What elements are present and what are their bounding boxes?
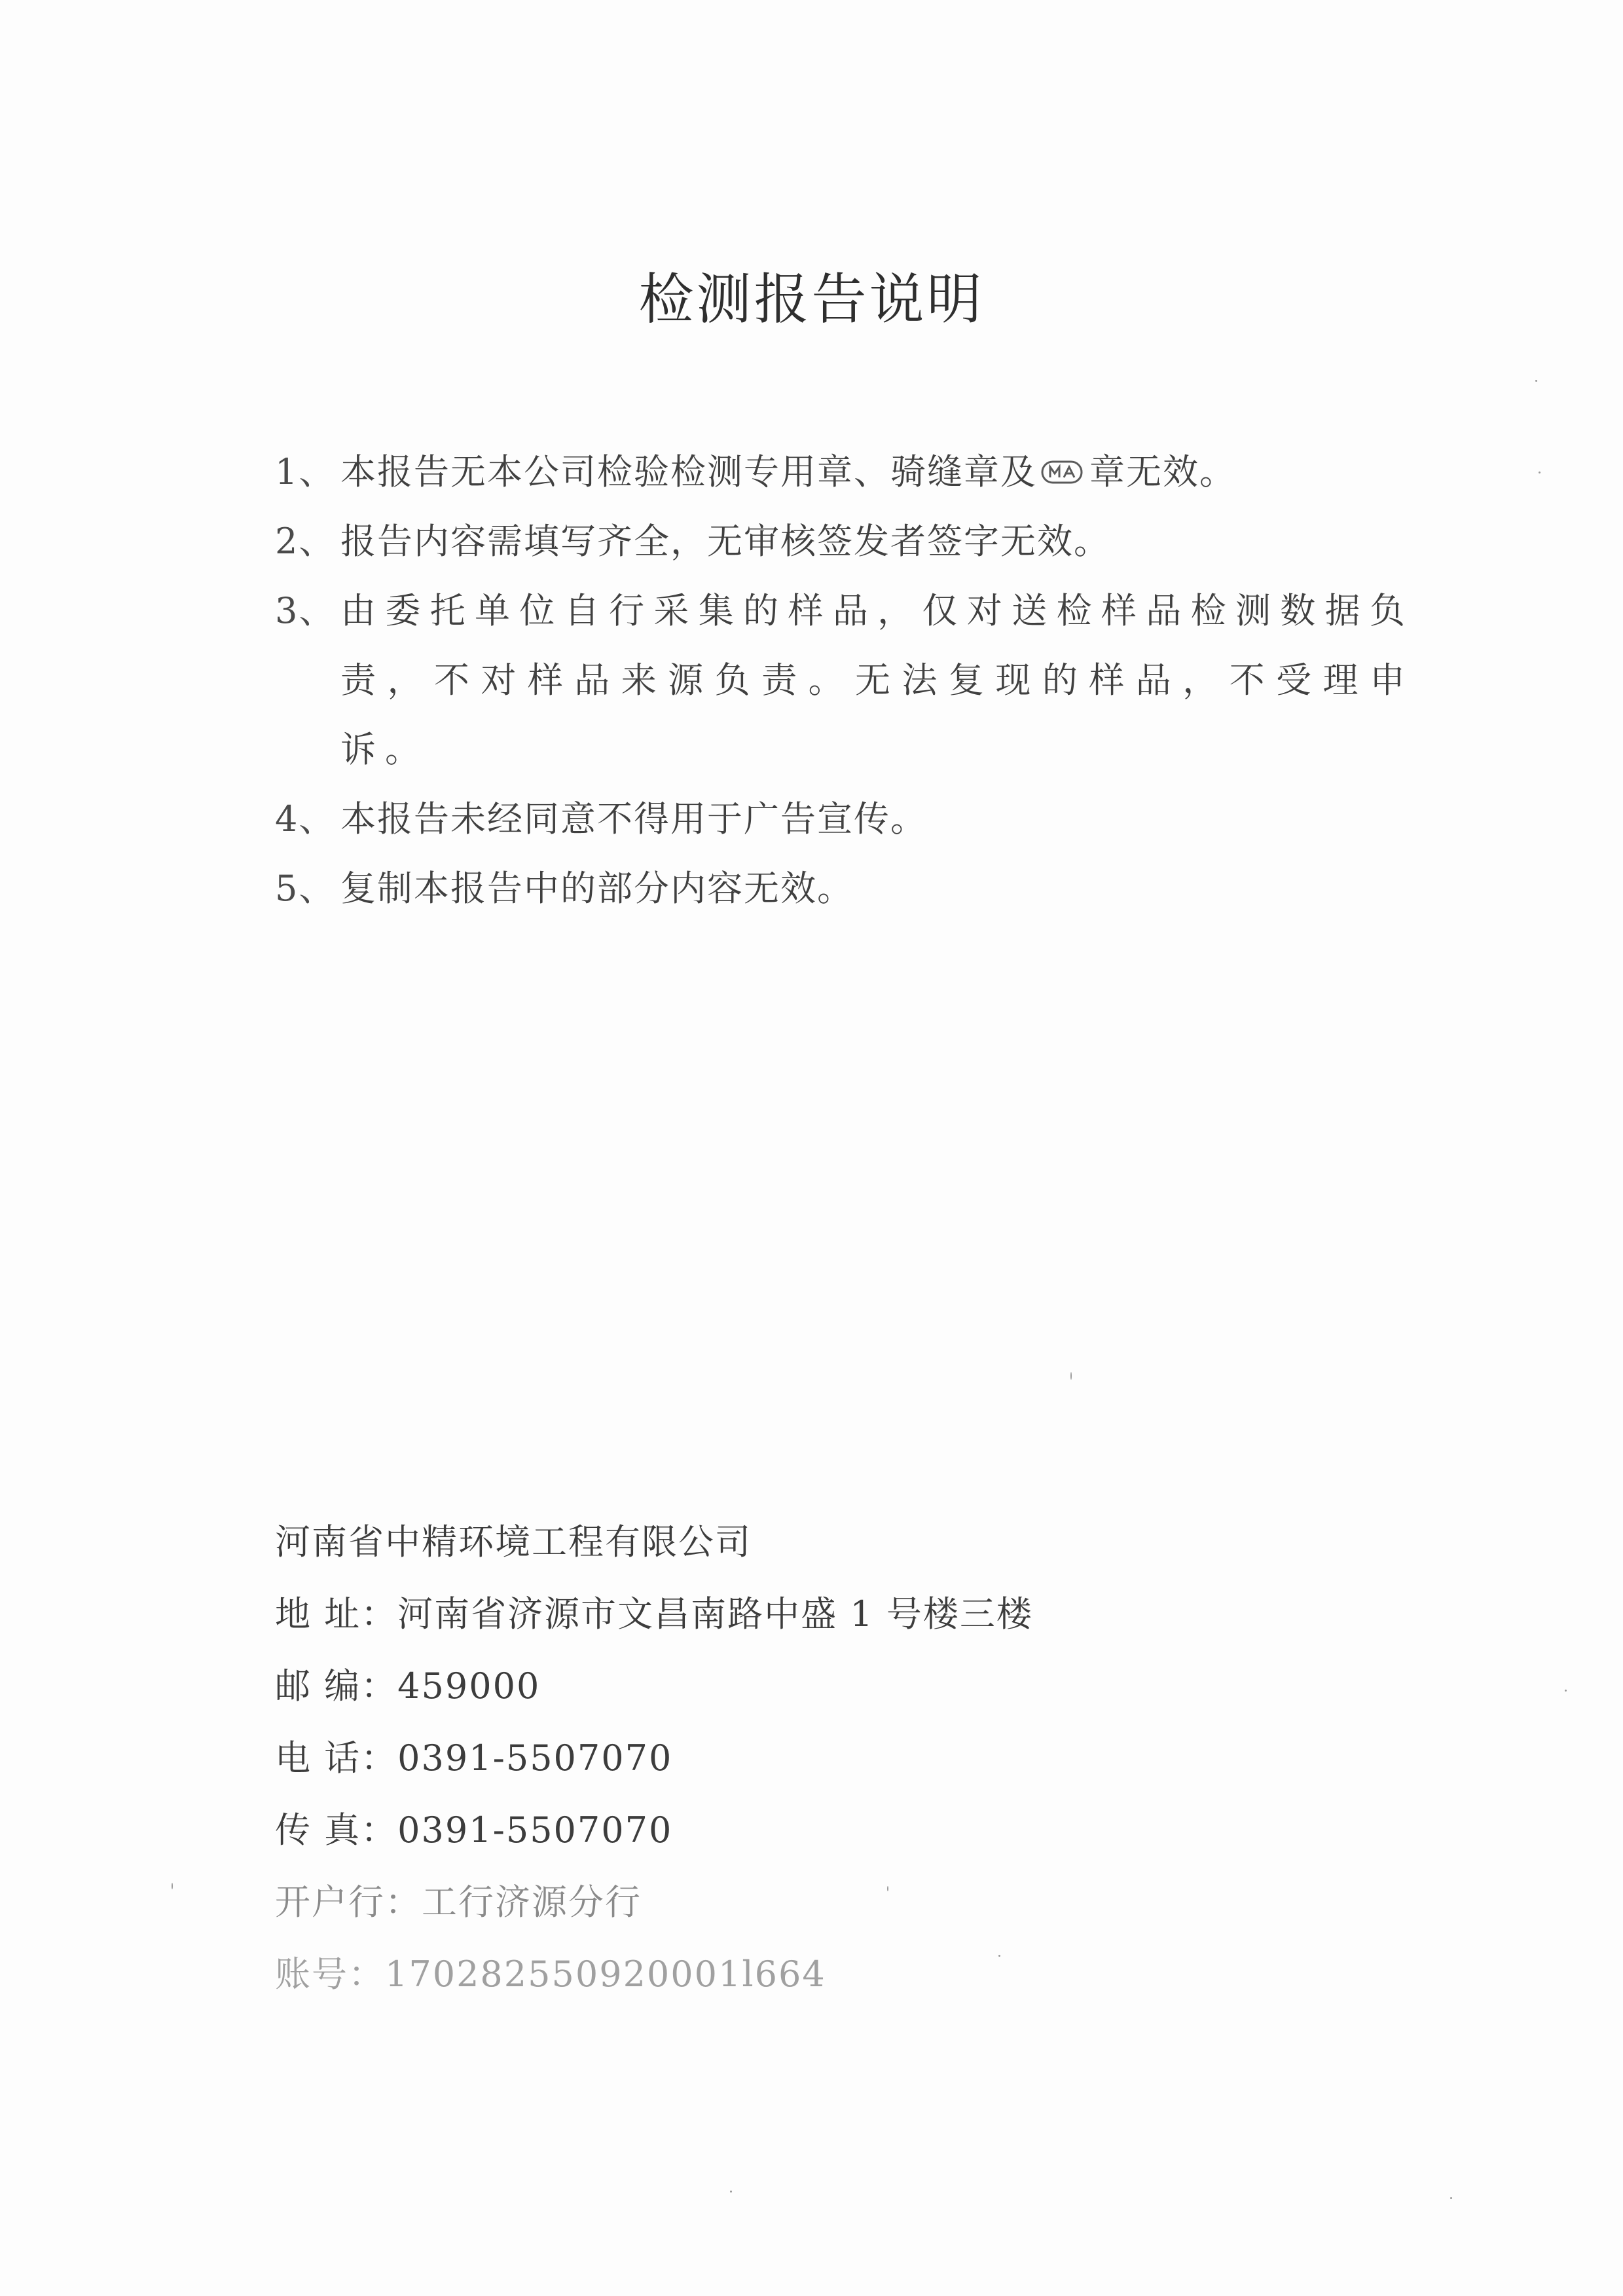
phone-label: 电 话：: [275, 1737, 398, 1779]
page-title: 检测报告说明: [638, 267, 985, 331]
company-fax: [275, 1794, 1453, 1866]
address-value: 河南省济源市文昌南路中盛 1 号楼三楼: [397, 1593, 1033, 1635]
scan-speck: [887, 1886, 888, 1891]
note-item-2: [275, 507, 1427, 576]
note-text-before: 本报告无本公司检验检测专用章、骑缝章及: [340, 451, 1037, 492]
note-number: 5、: [275, 868, 336, 909]
scan-speck: [172, 1883, 173, 1889]
note-text: 由委托单位自行采集的样品，仅对送检样品检测数据负责，不对样品来源负责。无法复现的样品，不受理申诉。: [340, 590, 1414, 770]
company-name: 河南省中精环境工程有限公司: [275, 1521, 752, 1563]
account-label: 账号：: [275, 1953, 385, 1995]
note-text: 本报告未经同意不得用于广告宣传。: [340, 798, 927, 840]
note-text-after: 章无效。: [1089, 451, 1236, 492]
scan-speck: [1450, 2197, 1452, 2199]
company-address: [275, 1578, 1453, 1650]
note-item-4: [275, 785, 1427, 854]
note-number: 4、: [275, 798, 336, 840]
scan-speck: [1070, 1372, 1072, 1380]
note-number: 3、: [275, 590, 336, 631]
bank-value: 工行济源分行: [422, 1881, 642, 1923]
scan-speck: [1565, 1690, 1567, 1692]
company-bank: [275, 1866, 1453, 1938]
postcode-value: 459000: [397, 1665, 541, 1707]
notes-list: [275, 437, 1427, 923]
note-text: 复制本报告中的部分内容无效。: [340, 868, 854, 909]
postcode-label: 邮 编：: [275, 1665, 398, 1707]
note-item-1: [275, 437, 1427, 507]
note-item-3: [275, 576, 1427, 785]
account-value: 170282550920001l664: [385, 1953, 826, 1995]
fax-label: 传 真：: [275, 1809, 398, 1851]
scan-speck: [1535, 380, 1537, 382]
cma-seal-icon: [1041, 459, 1083, 485]
scan-speck: [998, 1955, 1000, 1957]
scan-speck: [730, 2191, 732, 2193]
note-item-5: [275, 854, 1427, 923]
company-info: [275, 1506, 1453, 2010]
note-text: 报告内容需填写齐全，无审核签发者签字无效。: [340, 521, 1110, 562]
phone-value: 0391-5507070: [397, 1737, 673, 1779]
address-label: 地 址：: [275, 1593, 398, 1635]
note-text: [340, 451, 1236, 492]
bank-label: 开户行：: [275, 1881, 422, 1923]
note-number: 2、: [275, 521, 336, 562]
company-postcode: [275, 1650, 1453, 1722]
company-account: [275, 1938, 1453, 2010]
company-phone: [275, 1722, 1453, 1794]
scan-speck: [1539, 472, 1541, 473]
fax-value: 0391-5507070: [397, 1809, 673, 1851]
note-number: 1、: [275, 451, 336, 492]
